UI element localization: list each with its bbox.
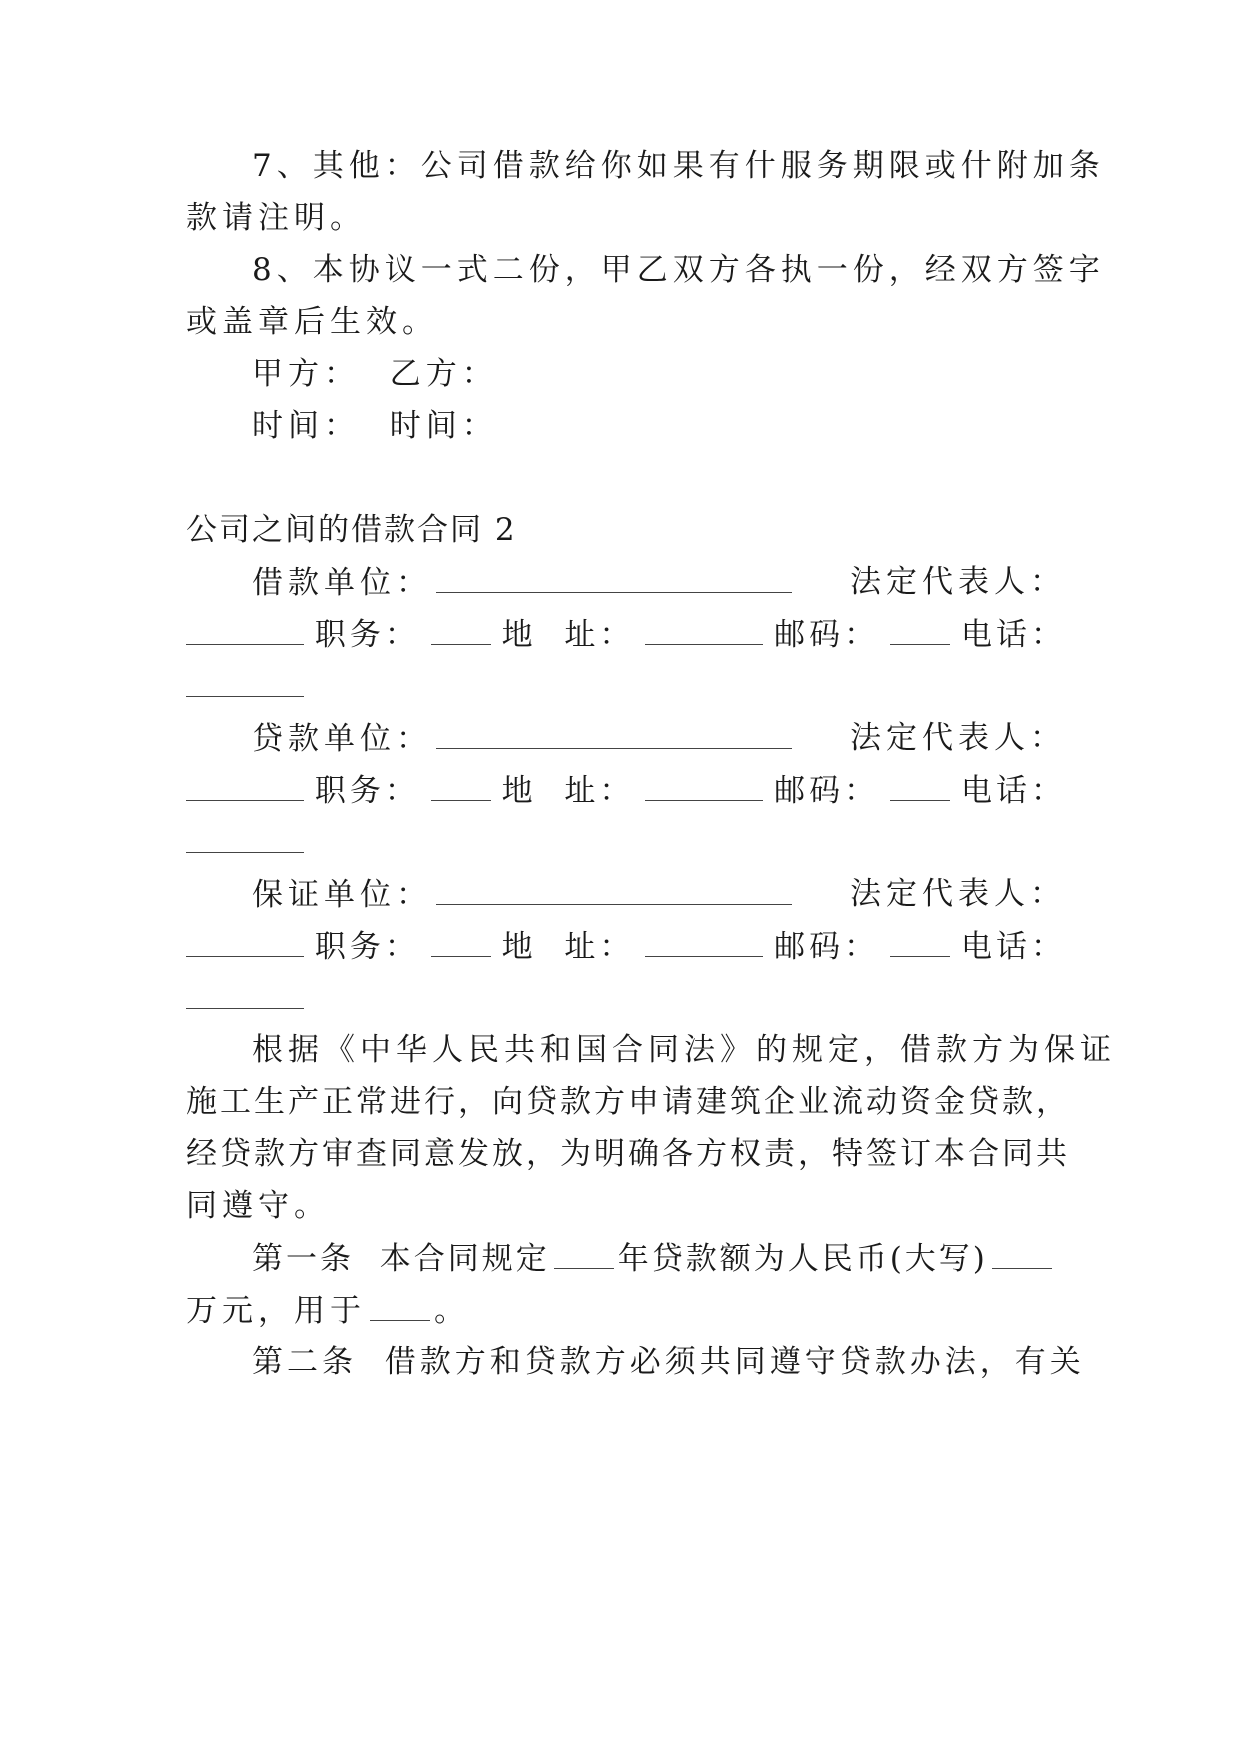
article-1-year-blank — [554, 1238, 614, 1269]
borrower-phone-label: 电话： — [960, 617, 1066, 653]
lender-unit-blank — [436, 718, 792, 749]
borrower-duty-blank — [431, 614, 491, 645]
article-1-amount-blank — [992, 1238, 1052, 1269]
lender-duty-label: 职务： — [314, 773, 420, 809]
borrower-unit-label: 借款单位： — [252, 565, 432, 601]
clause-8-line-2: 或盖章后生效。 — [186, 304, 438, 340]
borrower-rep-label: 法定代表人： — [850, 564, 1066, 600]
guarantor-unit-blank — [436, 874, 792, 905]
borrower-phone-blank — [186, 666, 304, 697]
article-2-line-1: 第二条 借款方和贷款方必须共同遵守贷款办法，有关 — [252, 1344, 1085, 1380]
lender-rep-label: 法定代表人： — [850, 720, 1066, 756]
borrower-contact-row — [186, 614, 1066, 655]
lender-duty-blank — [431, 770, 491, 801]
clause-7-line-1: 7、其他：公司借款给你如果有什服务期限或什附加条 — [252, 148, 1105, 184]
lender-address-blank — [645, 770, 763, 801]
borrower-address-blank — [645, 614, 763, 645]
guarantor-address-label: 地 址： — [501, 929, 635, 965]
guarantor-postcode-blank — [890, 926, 950, 957]
lender-postcode-blank — [890, 770, 950, 801]
article-1-text-b: 年贷款额为人民币(大写) — [617, 1241, 988, 1277]
clause-8-line-1: 8、本协议一式二份，甲乙双方各执一份，经双方签字 — [252, 252, 1105, 288]
guarantor-rep-label: 法定代表人： — [850, 876, 1066, 912]
article-1-text-d: 。 — [434, 1293, 470, 1329]
lender-phone-label: 电话： — [960, 773, 1066, 809]
guarantor-address-blank — [645, 926, 763, 957]
article-1-text-c: 万元，用于 — [186, 1293, 366, 1329]
intro-line-3: 经贷款方审查同意发放，为明确各方权责，特签订本合同共 — [186, 1136, 1070, 1172]
guarantor-postcode-label: 邮码： — [774, 929, 880, 965]
intro-line-1: 根据《中华人民共和国合同法》的规定，借款方为保证 — [252, 1032, 1116, 1068]
intro-line-2: 施工生产正常进行，向贷款方申请建筑企业流动资金贷款， — [186, 1084, 1070, 1120]
lender-postcode-label: 邮码： — [774, 773, 880, 809]
borrower-unit-blank — [436, 562, 792, 593]
time-signature-line: 时间： 时间： — [252, 408, 498, 444]
borrower-rep-blank — [186, 614, 304, 645]
guarantor-rep-blank — [186, 926, 304, 957]
guarantor-phone-blank — [186, 978, 304, 1009]
lender-unit-label: 贷款单位： — [252, 721, 432, 757]
guarantor-unit-row — [252, 874, 796, 915]
article-1-purpose-blank — [370, 1290, 430, 1321]
guarantor-duty-label: 职务： — [314, 929, 420, 965]
clause-7-line-2: 款请注明。 — [186, 200, 366, 236]
borrower-postcode-label: 邮码： — [774, 617, 880, 653]
party-signature-line: 甲方： 乙方： — [252, 356, 498, 392]
lender-rep-blank — [186, 770, 304, 801]
lender-contact-row — [186, 770, 1066, 811]
article-1-line-1 — [252, 1238, 1066, 1279]
guarantor-phone-label: 电话： — [960, 929, 1066, 965]
lender-phone-row — [186, 822, 1066, 863]
lender-unit-row — [252, 718, 796, 759]
section-title: 公司之间的借款合同 2 — [186, 512, 517, 548]
lender-phone-blank — [186, 822, 304, 853]
article-1-line-2 — [186, 1290, 1066, 1331]
lender-address-label: 地 址： — [501, 773, 635, 809]
borrower-address-label: 地 址： — [501, 617, 635, 653]
borrower-duty-label: 职务： — [314, 617, 420, 653]
guarantor-unit-label: 保证单位： — [252, 877, 432, 913]
intro-line-4: 同遵守。 — [186, 1188, 330, 1224]
borrower-postcode-blank — [890, 614, 950, 645]
guarantor-duty-blank — [431, 926, 491, 957]
guarantor-contact-row — [186, 926, 1066, 967]
guarantor-phone-row — [186, 978, 1066, 1019]
borrower-unit-row — [252, 562, 796, 603]
borrower-phone-row — [186, 666, 1066, 707]
article-1-text-a: 第一条 本合同规定 — [252, 1241, 550, 1277]
